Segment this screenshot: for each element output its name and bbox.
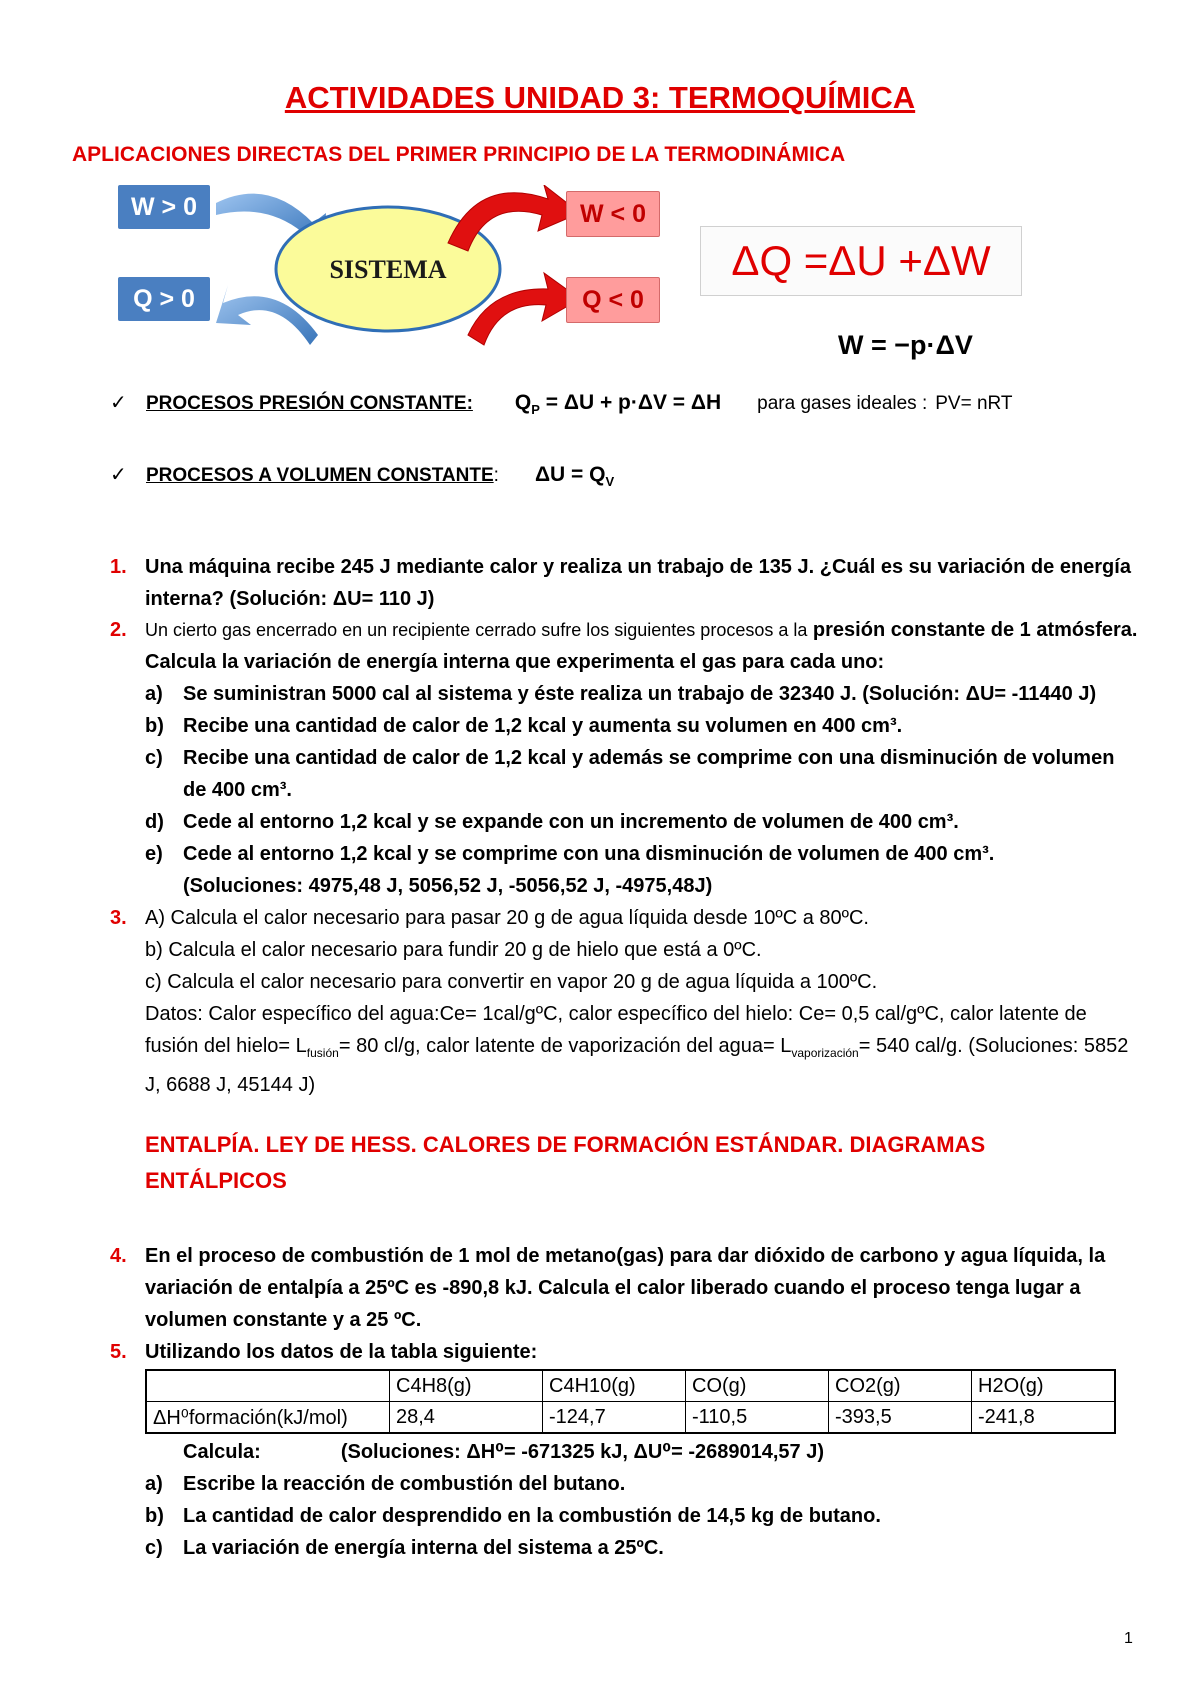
- q5-item-c: c) La variación de energía interna del sistema a 25ºC.: [145, 1537, 664, 1559]
- q2-item-b: b) Recibe una cantidad de calor de 1,2 kcal y aumenta su volumen en 400 cm³.: [145, 715, 903, 737]
- q-positive-box: Q > 0: [118, 277, 210, 321]
- question-2: 2. Un cierto gas encerrado en un recipiente cerrado sufre los siguientes procesos a la presión constante de 1 atmósfera. Calcula la variación de energía interna que experimenta el gas para cada uno: a) Se suministran 5000 cal al sistema y éste realiza un trabajo de 32340 J. (Solución: ΔU= -11440 J) b) Recibe una cantidad de calor de 1,2 kcal y aumenta su volumen en 400 cm³. c) Recibe una cantidad de calor de 1,2 kcal y además se comprime con una disminución de volumen de 400 cm³. d) Cede al entorno 1,2 kcal y se expande con un incremento de volumen de 400 cm³. e) Cede al entorno 1,2 kcal y se comprime con una disminución de volumen de 400 cm³. (Soluciones: 4975,48 J, 5056,52 J, -5056,52 J, -4975,48J): [110, 614, 1140, 902]
- presion-label: PROCESOS PRESIÓN CONSTANTE:: [146, 393, 473, 414]
- presion-note: para gases ideales :: [757, 393, 928, 414]
- q2-item-d: d) Cede al entorno 1,2 kcal y se expande con un incremento de volumen de 400 cm³.: [145, 811, 959, 833]
- checkmark-icon: ✓: [110, 392, 127, 414]
- q2-solutions: (Soluciones: 4975,48 J, 5056,52 J, -5056,52 J, -4975,48J): [183, 875, 713, 897]
- question-5-tasks: [110, 1436, 1140, 1564]
- q5-item-a: a) Escribe la reacción de combustión del butano.: [145, 1473, 626, 1495]
- q5-calcula: Calcula: (Soluciones: ΔH⁰= -671325 kJ, ΔU⁰= -2689014,57 J): [183, 1441, 824, 1463]
- section-heading-entalpia: ENTALPÍA. LEY DE HESS. CALORES DE FORMACIÓN ESTÁNDAR. DIAGRAMAS ENTÁLPICOS: [145, 1132, 986, 1193]
- q5-item-b: b) La cantidad de calor desprendido en la combustión de 14,5 kg de butano.: [145, 1505, 881, 1527]
- check-volumen: ✓ PROCESOS A VOLUMEN CONSTANTE : $\Delta U = Q_V$: [110, 463, 615, 490]
- question-4: 4. En el proceso de combustión de 1 mol de metano(gas) para dar dióxido de carbono y agua líquida, la variación de entalpía a 25ºC es -890,8 kJ. Calcula el calor liberado cuando el proceso tenga lugar a volumen constante y a 25 ºC.: [110, 1245, 1106, 1331]
- q3-datos: Datos: Calor específico del agua:Ce= 1cal/gºC, calor específico del hielo: Ce= 0,5 cal/gºC, calor latente de fusión del hielo= $L_{fusión}= 80$ cl/g, calor latente de vaporización del agua= $L_{vaporización}= 540$ cal/g. (Soluciones: 5852 J, 6688 J, 45144 J): [145, 1003, 1129, 1096]
- work-formula: W = −p·ΔV: [838, 330, 973, 360]
- w-negative-box: W < 0: [566, 191, 660, 237]
- section-heading-primer-principio: APLICACIONES DIRECTAS DEL PRIMER PRINCIPIO DE LA TERMODINÁMICA: [72, 143, 846, 166]
- table-row: ΔH⁰formación(kJ/mol) 28,4 -124,7 -110,5 -393,5 -241,8: [146, 1402, 1115, 1434]
- sistema-label: SISTEMA: [329, 255, 447, 284]
- page-title: ACTIVIDADES UNIDAD 3: TERMOQUÍMICA: [284, 80, 916, 115]
- checkmark-icon: ✓: [110, 464, 127, 486]
- q2-item-c: c) Recibe una cantidad de calor de 1,2 kcal y además se comprime con una disminución de volumen de 400 cm³.: [145, 747, 1115, 801]
- sistema-arrows-svg: [118, 185, 638, 360]
- q2-item-e: e) Cede al entorno 1,2 kcal y se comprime con una disminución de volumen de 400 cm³.: [145, 843, 995, 865]
- w-positive-box: W > 0: [118, 185, 210, 229]
- presion-formula: $Q_P = \Delta U + p\cdot\Delta V = \Delta H$: [514, 391, 722, 418]
- table-header-row: C4H8(g) C4H10(g) CO(g) CO2(g) H2O(g): [146, 1370, 1115, 1402]
- volumen-label: PROCESOS A VOLUMEN CONSTANTE: [146, 465, 494, 486]
- red-arrow-top-icon: [448, 185, 580, 251]
- ideal-gas-formula: PV= nRT: [935, 393, 1013, 414]
- page-number: 1: [1124, 1630, 1133, 1647]
- question-3: 3. A) Calcula el calor necesario para pasar 20 g de agua líquida desde 10ºC a 80ºC. b) Calcula el calor necesario para fundir 20 g de hielo que está a 0ºC. c) Calcula el calor necesario para convertir en vapor 20 g de agua líquida a 100ºC. Datos: Calor específico del agua:Ce= 1cal/gºC, calor específico del hielo: Ce= 0,5 cal/gºC, calor latente de fusión del hielo= $L_{fusión}= 80$ cl/g, calor latente de vaporización del agua= $L_{vaporización}= 540$ cal/g. (Soluciones: 5852 J, 6688 J, 45144 J): [110, 902, 1140, 1101]
- first-law-formula: ΔQ =ΔU +ΔW: [700, 226, 1022, 296]
- question-1: 1. Una máquina recibe 245 J mediante calor y realiza un trabajo de 135 J. ¿Cuál es su variación de energía interna? (Solución: ΔU= 110 J): [110, 556, 1131, 610]
- check-presion: [110, 390, 1013, 417]
- question-5: 5. Utilizando los datos de la tabla siguiente:: [110, 1341, 538, 1363]
- formation-enthalpy-table: [145, 1369, 1116, 1434]
- volumen-formula: $\Delta U = Q_V$: [534, 463, 615, 490]
- q2-item-a: a) Se suministran 5000 cal al sistema y éste realiza un trabajo de 32340 J. (Solución: ΔU= -11440 J): [145, 683, 1097, 705]
- q-negative-box: Q < 0: [566, 277, 660, 323]
